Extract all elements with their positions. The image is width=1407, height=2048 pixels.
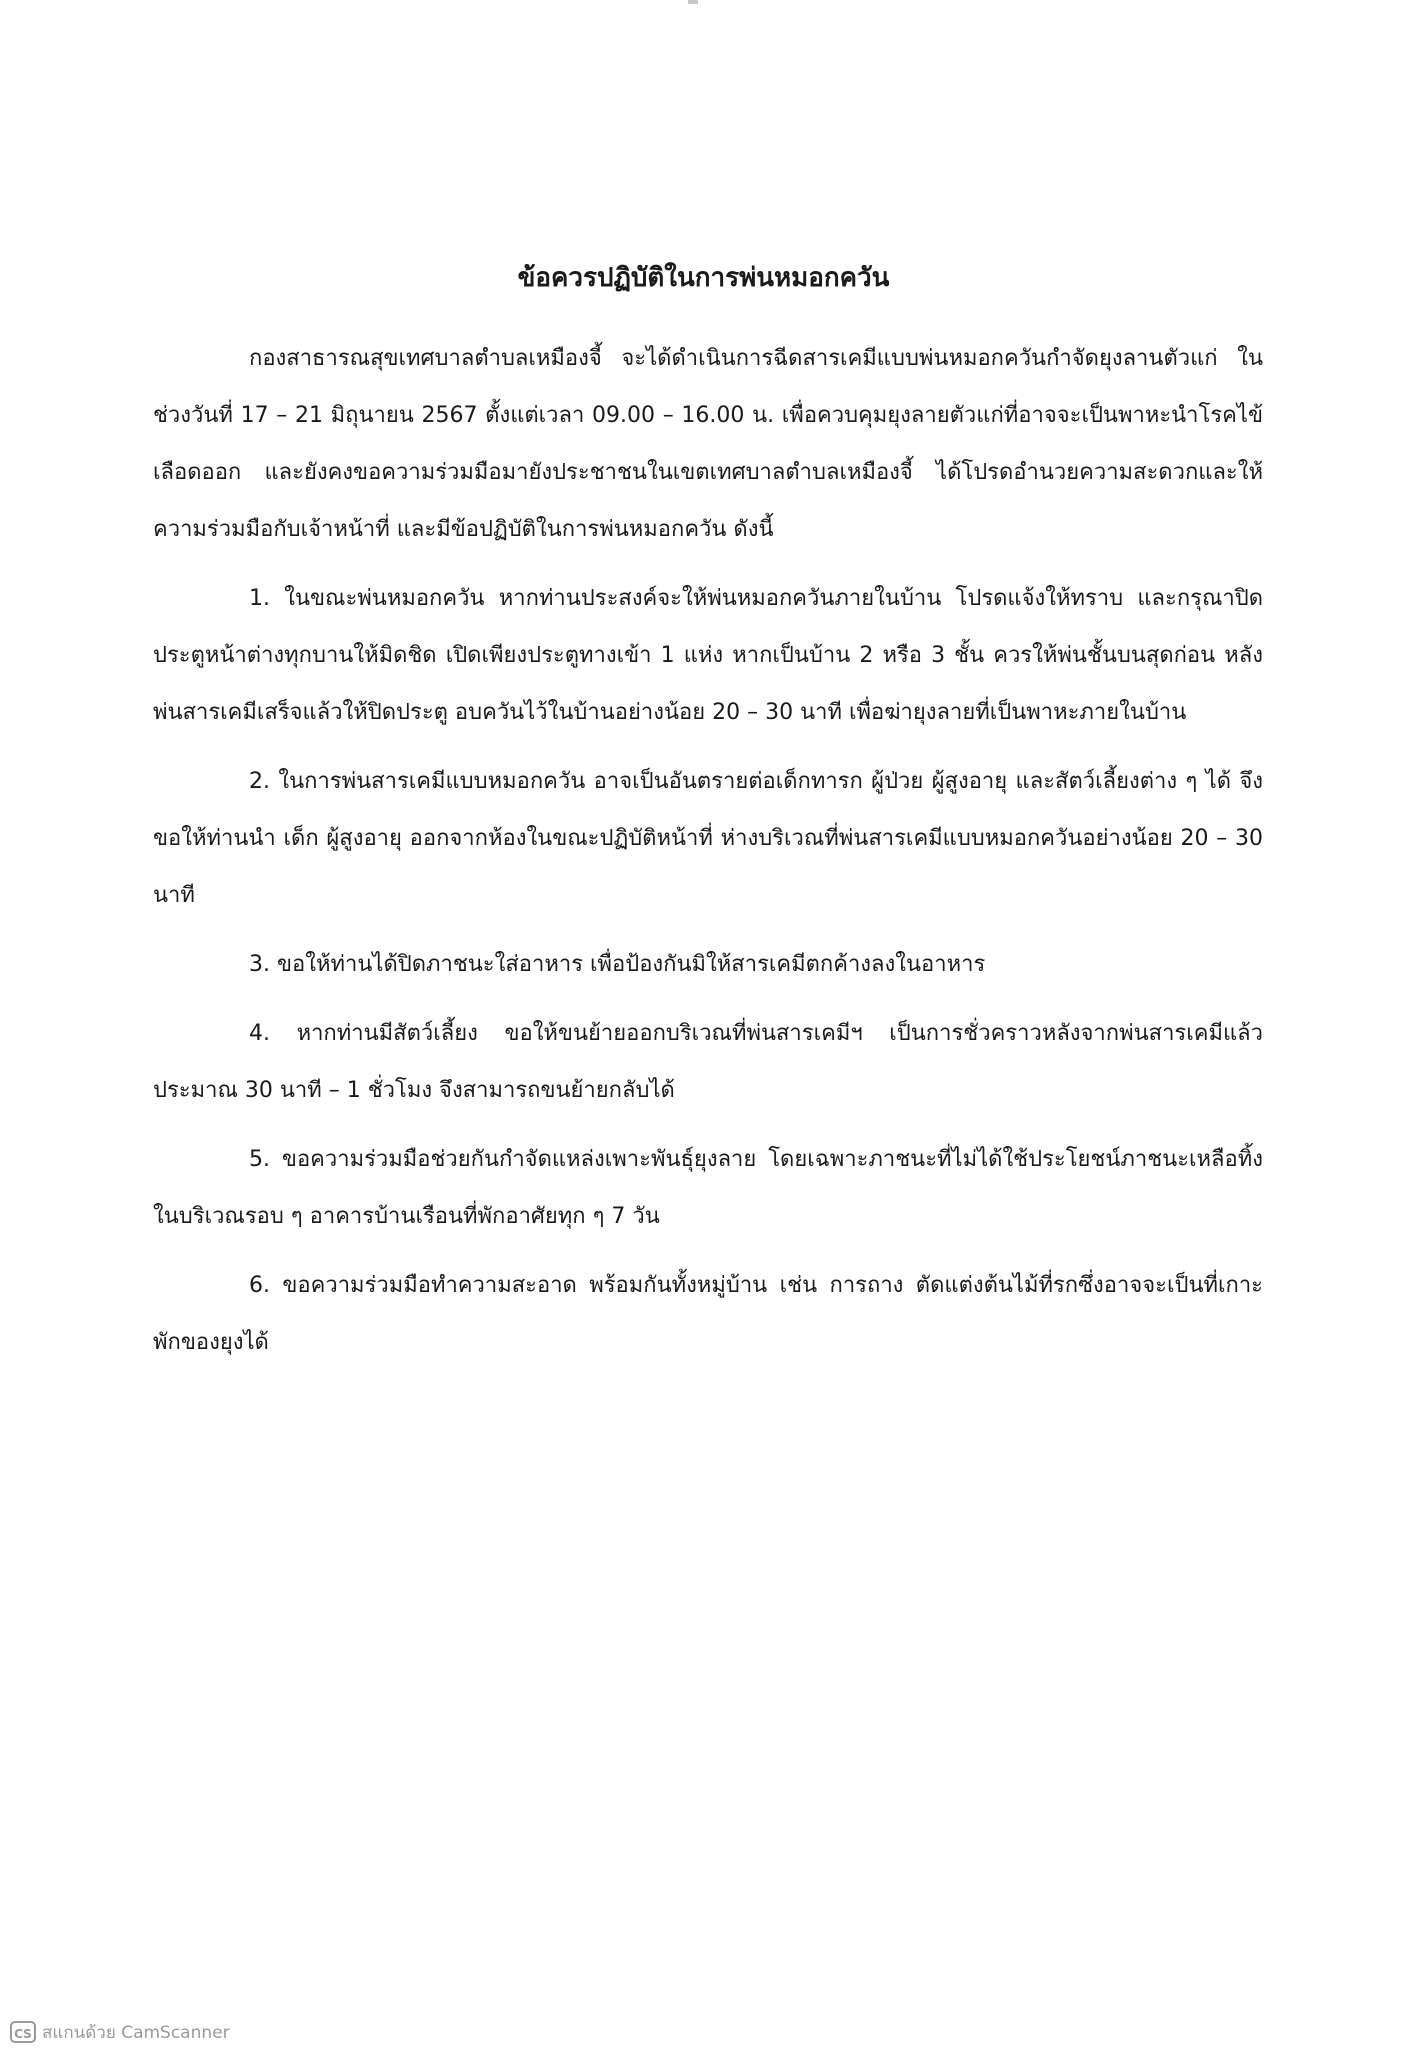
guideline-item-6: 6. ขอความร่วมมือทำความสะอาด พร้อมกันทั้งหมู่บ้าน เช่น การถาง ตัดแต่งต้นไม้ที่รกซึ่งอาจจะเป็นที่เกาะพักของยุงได้ [153,1273,1263,1355]
document-body [153,330,1263,1383]
scan-artifact [688,0,698,4]
camscanner-label: สแกนด้วย CamScanner [42,2022,230,2043]
guideline-item-5: 5. ขอความร่วมมือช่วยกันกำจัดแหล่งเพาะพันธุ์ยุงลาย โดยเฉพาะภาชนะที่ไม่ได้ใช้ประโยชน์ภาชนะเหลือทิ้งในบริเวณรอบ ๆ อาคารบ้านเรือนที่พักอาศัยทุก ๆ 7 วัน [153,1147,1263,1229]
camscanner-watermark [10,2020,230,2044]
guideline-item-4: 4. หากท่านมีสัตว์เลี้ยง ขอให้ขนย้ายออกบริเวณที่พ่นสารเคมีฯ เป็นการชั่วคราวหลังจากพ่นสารเคมีแล้วประมาณ 30 นาที – 1 ชั่วโมง จึงสามารถขนย้ายกลับได้ [153,1021,1263,1103]
document-title: ข้อควรปฏิบัติในการพ่นหมอกควัน [517,263,890,293]
guideline-item-3: 3. ขอให้ท่านได้ปิดภาชนะใส่อาหาร เพื่อป้องกันมิให้สารเคมีตกค้างลงในอาหาร [249,952,986,977]
camscanner-logo-icon: CS [10,2021,36,2043]
guideline-item-1: 1. ในขณะพ่นหมอกควัน หากท่านประสงค์จะให้พ่นหมอกควันภายในบ้าน โปรดแจ้งให้ทราบ และกรุณาปิดประตูหน้าต่างทุกบานให้มิดชิด เปิดเพียงประตูทางเข้า 1 แห่ง หากเป็นบ้าน 2 หรือ 3 ชั้น ควรให้พ่นชั้นบนสุดก่อน หลังพ่นสารเคมีเสร็จแล้วให้ปิดประตู อบควันไว้ในบ้านอย่างน้อย 20 – 30 นาที เพื่อฆ่ายุงลายที่เป็นพาหะภายในบ้าน [153,586,1263,725]
guideline-item-2: 2. ในการพ่นสารเคมีแบบหมอกควัน อาจเป็นอันตรายต่อเด็กทารก ผู้ป่วย ผู้สูงอายุ และสัตว์เลี้ยงต่าง ๆ ได้ จึงขอให้ท่านนำ เด็ก ผู้สูงอายุ ออกจากห้องในขณะปฏิบัติหน้าที่ ห่างบริเวณที่พ่นสารเคมีแบบหมอกควันอย่างน้อย 20 – 30 นาที [153,769,1263,908]
intro-paragraph: กองสาธารณสุขเทศบาลตำบลเหมืองจี้ จะได้ดำเนินการฉีดสารเคมีแบบพ่นหมอกควันกำจัดยุงลานตัวแก่ ในช่วงวันที่ 17 – 21 มิถุนายน 2567 ตั้งแต่เวลา 09.00 – 16.00 น. เพื่อควบคุมยุงลายตัวแก่ที่อาจจะเป็นพาหะนำโรคไข้เลือดออก และยังคงขอความร่วมมือมายังประชาชนในเขตเทศบาลตำบลเหมืองจี้ ได้โปรดอำนวยความสะดวกและให้ความร่วมมือกับเจ้าหน้าที่ และมีข้อปฏิบัติในการพ่นหมอกควัน ดังนี้ [153,346,1263,542]
